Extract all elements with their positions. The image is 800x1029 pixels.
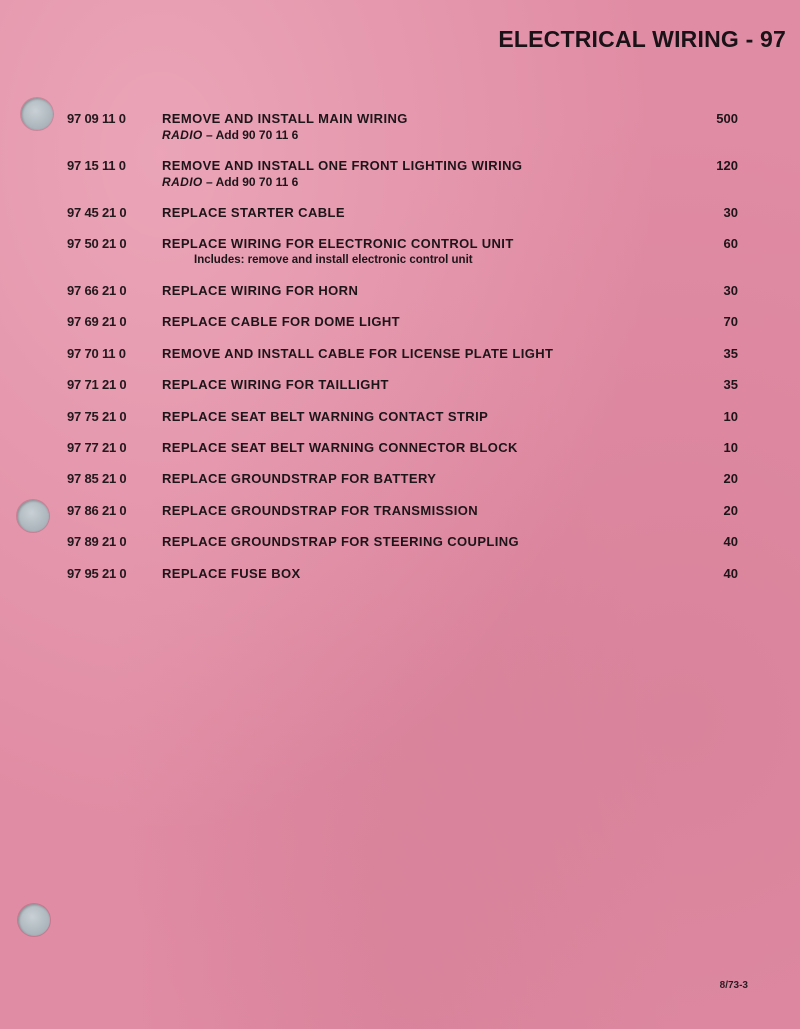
operation-description (162, 440, 518, 456)
radio-addition: – Add 90 70 11 6 (202, 175, 299, 189)
labor-time: 35 (723, 377, 738, 392)
operation-description (162, 158, 522, 190)
operation-note: Includes: remove and install electronic control unit (194, 254, 473, 266)
operation-title: REPLACE STARTER CABLE (162, 205, 345, 220)
operation-description (162, 471, 436, 487)
operation-code: 97 15 11 0 (67, 158, 126, 173)
operation-code: 97 45 21 0 (67, 205, 127, 220)
labor-time: 10 (723, 409, 738, 424)
operation-title: REPLACE GROUNDSTRAP FOR BATTERY (162, 471, 437, 486)
binder-hole (18, 904, 50, 936)
labor-time: 30 (723, 283, 738, 298)
operation-code: 97 09 11 0 (67, 111, 126, 126)
binder-hole (21, 98, 53, 130)
labor-time: 20 (723, 503, 738, 518)
labor-time: 35 (723, 346, 738, 361)
operation-title: REPLACE SEAT BELT WARNING CONNECTOR BLOCK (162, 440, 518, 455)
operation-title: REPLACE WIRING FOR TAILLIGHT (162, 377, 389, 392)
page-footer-code: 8/73-3 (719, 980, 748, 991)
operation-description (162, 409, 488, 425)
labor-time: 20 (723, 471, 738, 486)
operation-code: 97 69 21 0 (67, 314, 127, 329)
page-title: ELECTRICAL WIRING - 97 (498, 26, 786, 52)
operation-description (162, 534, 519, 550)
operation-title: REPLACE WIRING FOR ELECTRONIC CONTROL UNIT (162, 236, 514, 251)
radio-label: RADIO (162, 175, 203, 189)
radio-addition: – Add 90 70 11 6 (202, 128, 299, 142)
labor-time: 40 (723, 534, 738, 549)
operation-title: REPLACE SEAT BELT WARNING CONTACT STRIP (162, 409, 489, 424)
operation-description (162, 236, 514, 268)
operation-code: 97 77 21 0 (67, 440, 127, 455)
operation-note (162, 174, 522, 190)
operation-description (162, 205, 345, 221)
operation-code: 97 50 21 0 (67, 236, 127, 251)
operation-code: 97 86 21 0 (67, 503, 127, 518)
labor-time: 120 (716, 158, 738, 173)
operation-title: REPLACE WIRING FOR HORN (162, 283, 359, 298)
labor-time: 60 (723, 236, 738, 251)
binder-hole (17, 500, 49, 532)
operation-description (162, 283, 358, 299)
operation-code: 97 89 21 0 (67, 534, 127, 549)
operation-code: 97 75 21 0 (67, 409, 127, 424)
operation-code: 97 66 21 0 (67, 283, 127, 298)
labor-time: 70 (723, 314, 738, 329)
radio-label: RADIO (162, 128, 203, 142)
operation-code: 97 85 21 0 (67, 471, 127, 486)
operation-title: REPLACE GROUNDSTRAP FOR TRANSMISSION (162, 503, 479, 518)
operation-title: REMOVE AND INSTALL ONE FRONT LIGHTING WIRING (162, 158, 523, 173)
operation-title: REPLACE FUSE BOX (162, 566, 301, 581)
operation-description (162, 566, 301, 582)
operation-code: 97 71 21 0 (67, 377, 127, 392)
operation-note (162, 127, 408, 143)
operation-description (162, 314, 400, 330)
operation-title: REMOVE AND INSTALL MAIN WIRING (162, 111, 408, 126)
operation-description (162, 111, 408, 143)
operation-title: REPLACE GROUNDSTRAP FOR STEERING COUPLING (162, 534, 520, 549)
labor-time: 30 (723, 205, 738, 220)
operation-description (162, 503, 478, 519)
operation-code: 97 95 21 0 (67, 566, 127, 581)
operation-description (162, 346, 553, 362)
labor-time: 500 (716, 111, 738, 126)
operation-title: REPLACE CABLE FOR DOME LIGHT (162, 314, 400, 329)
operation-code: 97 70 11 0 (67, 346, 126, 361)
labor-time: 40 (723, 566, 738, 581)
labor-time: 10 (723, 440, 738, 455)
operation-title: REMOVE AND INSTALL CABLE FOR LICENSE PLATE LIGHT (162, 346, 554, 361)
operation-description (162, 377, 389, 393)
